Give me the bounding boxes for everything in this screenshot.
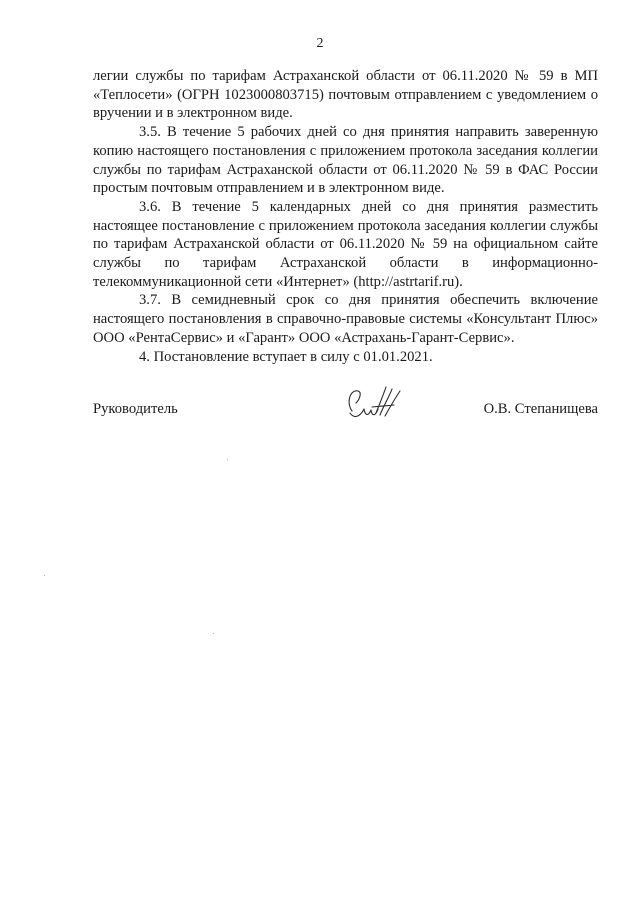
signature-block	[93, 397, 598, 427]
paragraph-3-7: 3.7. В семидневный срок со дня принятия обеспечить включение настоящего постановления в справочно-правовые системы «Консультант Плюс» ООО «РентаСервис» и «Гарант» ООО «Астрахань-Гарант-Сервис».	[93, 292, 598, 346]
signatory-position: Руководитель	[93, 401, 178, 417]
paragraph-3-6: 3.6. В течение 5 календарных дней со дня принятия разместить настоящее постановление с приложением протокола заседания коллегии службы по тарифам Астраханской области от 06.11.2020 № 59 на официальном сайте службы по тарифам Астраханской области в информационно-телекоммуникационной сети «Интернет» (http://astrtarif.ru).	[93, 198, 598, 290]
paragraph-continuation: легии службы по тарифам Астраханской области от 06.11.2020 № 59 в МП «Теплосети» (ОГРН 1023000803715) почтовым отправлением с уведомлением о вручении и в электронном виде.	[93, 68, 598, 122]
paragraph-4: 4. Постановление вступает в силу с 01.01.2021.	[139, 348, 433, 365]
scan-speck	[227, 459, 228, 460]
handwritten-signature	[340, 383, 410, 427]
paragraph-3-5: 3.5. В течение 5 рабочих дней со дня принятия направить заверенную копию настоящего постановления с приложением протокола заседания коллегии службы по тарифам Астраханской области от 06.11.2020 № 59 в ФАС России простым почтовым отправлением и в электронном виде.	[93, 124, 598, 197]
signatory-name: О.В. Степанищева	[483, 401, 598, 417]
scan-speck	[213, 633, 214, 634]
page-number: 2	[316, 36, 324, 51]
document-body	[93, 67, 598, 366]
scan-speck	[44, 575, 45, 576]
